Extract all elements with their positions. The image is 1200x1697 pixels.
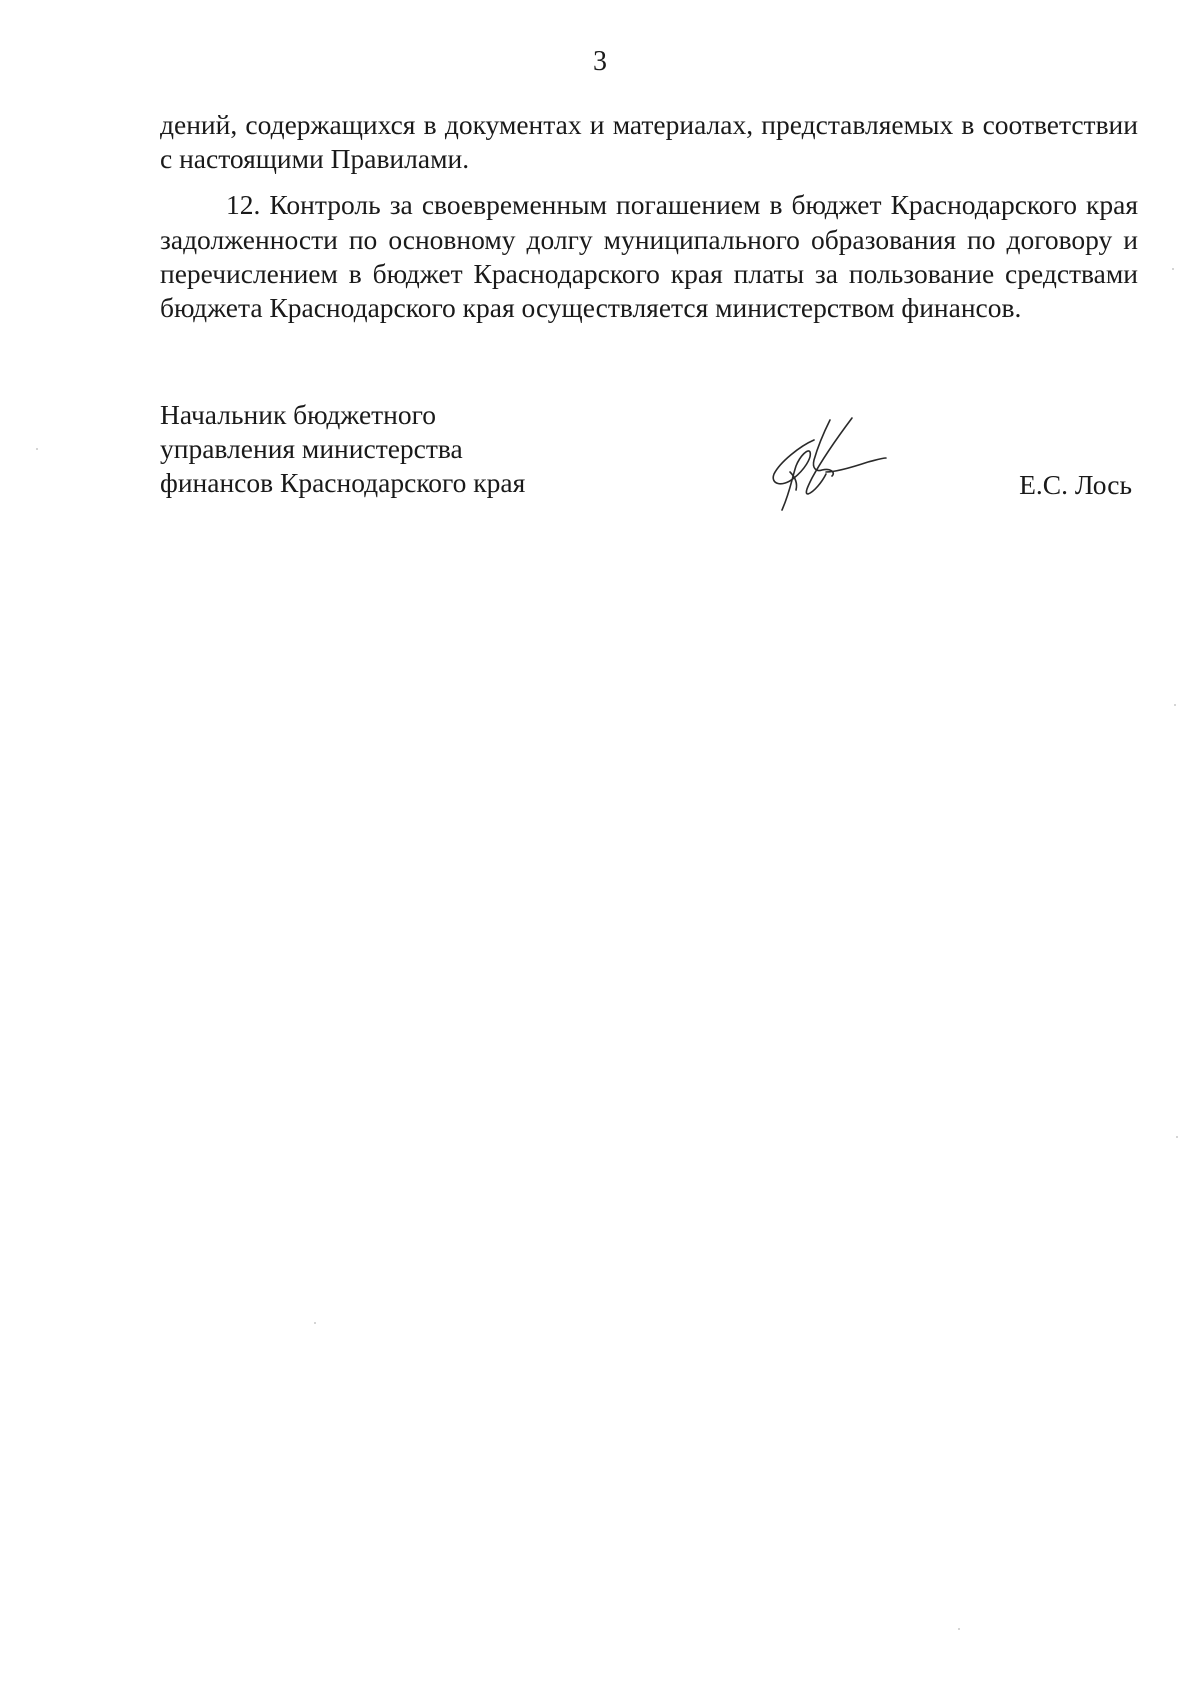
scan-speck <box>958 1628 960 1630</box>
scan-speck <box>1176 1136 1178 1138</box>
paragraph-12: 12. Контроль за своевременным погашением в бюджет Краснодарского края задолженности по основному долгу муниципального образования по договору и перечислением в бюджет Краснодарского края платы за пользование средствами бюджета Краснодарского края осуществляется министерством финансов. <box>160 189 1138 324</box>
document-body <box>160 108 1138 325</box>
position-line-2: управления министерства <box>160 433 463 464</box>
signatory-position <box>160 398 525 500</box>
position-line-3: финансов Краснодарского края <box>160 467 526 498</box>
scan-speck <box>1174 704 1176 706</box>
position-line-1: Начальник бюджетного <box>160 399 436 430</box>
scan-speck <box>314 1322 316 1324</box>
paragraph-continued: дений, содержащихся в документах и материалах, представляемых в соответствии с настоящими Правилами. <box>160 109 1138 175</box>
page-number: 3 <box>593 46 607 77</box>
signer-name: Е.С. Лось <box>1019 469 1132 500</box>
scan-speck <box>1172 268 1174 270</box>
handwritten-signature-icon <box>760 412 890 522</box>
scan-speck <box>36 448 38 450</box>
